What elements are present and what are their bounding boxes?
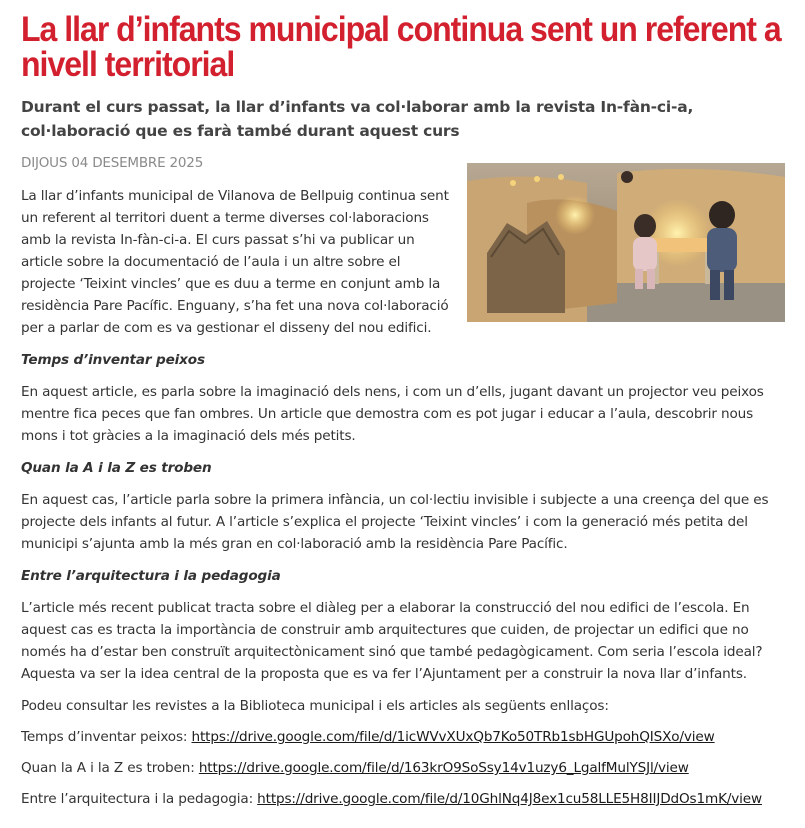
- section-text-arquitectura: L’article més recent publicat tracta sobre el diàleg per a elaborar la construcció del nou edifici de l’escola. En aquest cas es tracta la importància de construir amb arquitectures que cuiden, de projectar un edifici que no només ha d’estar ben construït arquitectònicament sinó que també pedagògicament. Com seria l’escola ideal? Aquesta va ser la idea central de la proposta que es va fer l’Ajuntament per a construir la nova llar d’infants.: [21, 600, 763, 682]
- section-heading-arquitectura: Entre l’arquitectura i la pedagogia: [21, 568, 281, 584]
- publication-date: DIJOUS 04 DESEMBRE 2025: [21, 155, 204, 171]
- link-label: Entre l’arquitectura i la pedagogia:: [21, 791, 253, 807]
- section-text-a-i-z: En aquest cas, l’article parla sobre la primera infància, un col·lectiu invisible i subjecte a una creença del que es projecte dels infants al futur. A l’article s’explica el projecte ‘Teixint vincles’ i com la generació més petita del municipi s’ajunta amb la més gran en col·laboració amb la residència Pare Pacífic.: [21, 492, 769, 552]
- drive-link-arquitectura[interactable]: https://drive.google.com/file/d/10GhlNq4J8ex1cu58LLE5H8IIJDdOs1mK/view: [257, 791, 762, 807]
- link-line-peixos: [21, 726, 785, 748]
- article-subtitle: Durant el curs passat, la llar d’infants va col·laborar amb la revista In-fàn-ci-a, col·laboració que es farà també durant aquest curs: [21, 98, 694, 140]
- link-line-arquitectura: [21, 788, 785, 810]
- drive-link-a-i-z[interactable]: https://drive.google.com/file/d/163krO9SoSsy14v1uzy6_LgalfMulYSJl/view: [198, 760, 689, 776]
- section-text-peixos: En aquest article, es parla sobre la imaginació dels nens, i com un d’ells, jugant davant un projector veu peixos mentre fica peces que fan ombres. Un article que demostra com es pot jugar i educar a l’aula, descobrir nous mons i tot gràcies a la imaginació dels més petits.: [21, 384, 764, 444]
- link-label: Quan la A i la Z es troben:: [21, 760, 195, 776]
- article-intro: La llar d’infants municipal de Vilanova de Bellpuig continua sent un referent al territori duent a terme diverses col·laboracions amb la revista In-fàn-ci-a. El curs passat s’hi va publicar un article sobre la documentació de l’aula i un altre sobre el projecte ‘Teixint vincles’ que es duu a terme en conjunt amb la residència Pare Pacífic. Enguany, s’ha fet una nova col·laboració per a parlar de com es va gestionar el disseny del nou edifici.: [21, 188, 449, 336]
- article-title: La llar d’infants municipal continua sent un referent a nivell territorial: [21, 10, 781, 84]
- section-heading-peixos: Temps d’inventar peixos: [21, 352, 205, 368]
- drive-link-peixos[interactable]: https://drive.google.com/file/d/1icWVvXUxQb7Ko50TRb1sbHGUpohQISXo/view: [191, 729, 715, 745]
- section-heading-a-i-z: Quan la A i la Z es troben: [21, 460, 212, 476]
- links-intro: Podeu consultar les revistes a la Biblioteca municipal i els articles als següents enllaços:: [21, 698, 609, 714]
- classroom-photo-illustration: [467, 163, 785, 322]
- article: [21, 12, 785, 810]
- link-line-a-i-z: [21, 757, 785, 779]
- article-photo: [467, 163, 785, 322]
- link-label: Temps d’inventar peixos:: [21, 729, 188, 745]
